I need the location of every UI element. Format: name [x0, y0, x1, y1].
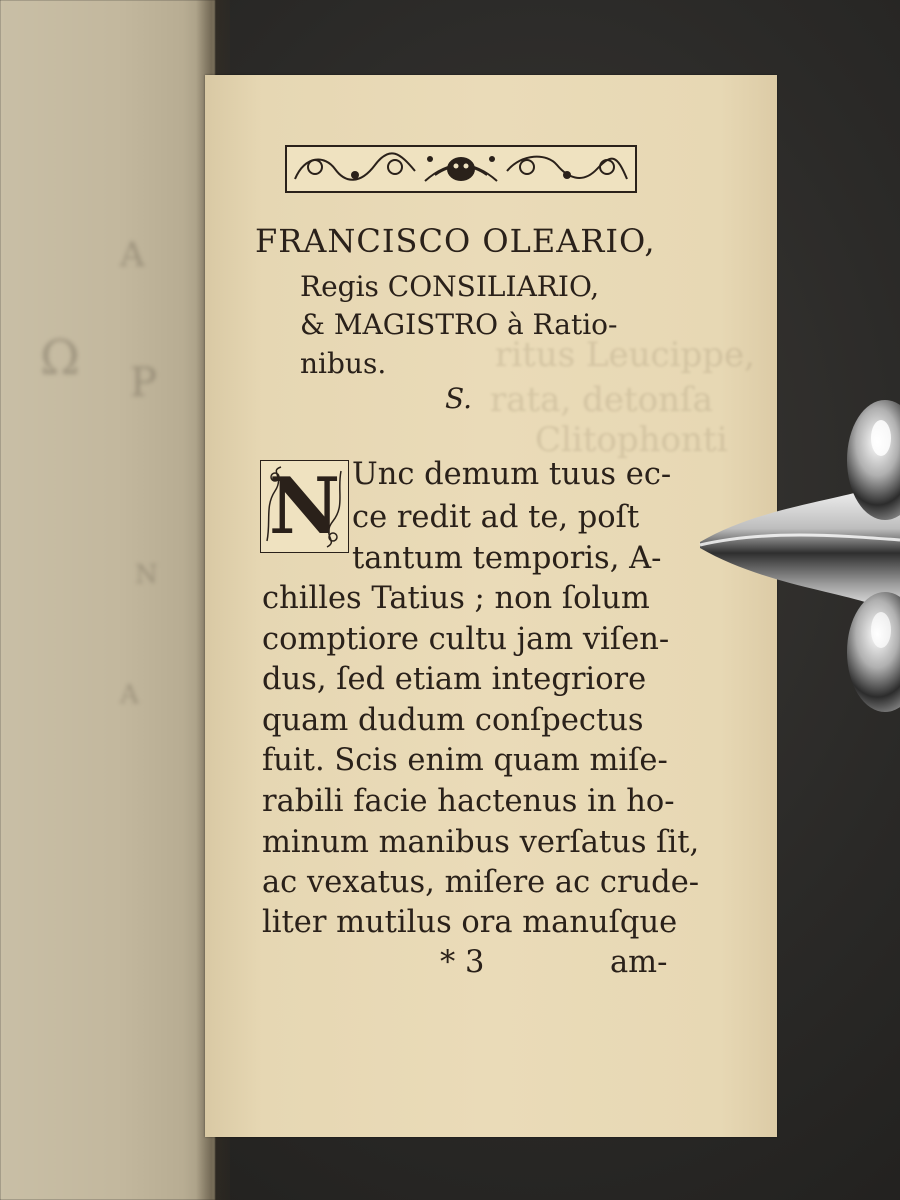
show-through-text: ritus Leucippe,: [495, 335, 755, 375]
book-page: [205, 75, 777, 1137]
initial-letter: N: [268, 461, 341, 552]
body-line: tantum temporis, A-: [352, 541, 662, 576]
salutation: S.: [445, 382, 473, 415]
show-through-text: Clitophonti: [535, 420, 728, 460]
body-line: ac vexatus, miſere ac crude-: [262, 865, 700, 900]
show-through-text: rata, detonſa: [490, 380, 713, 420]
body-line: fuit. Scis enim quam miſe-: [262, 743, 668, 778]
body-line: comptiore cultu jam viſen-: [262, 622, 670, 657]
woodcut-headpiece-ornament: [285, 145, 637, 193]
decorated-initial: [260, 460, 349, 553]
silver-fleur-de-lis-weight: [695, 390, 900, 720]
body-line: Unc demum tuus ec-: [352, 457, 672, 492]
body-line: minum manibus verſatus ſit,: [262, 825, 700, 860]
dedication-subheading-line: nibus.: [300, 347, 387, 380]
dedication-heading: FRANCISCO OLEARIO,: [255, 222, 656, 260]
body-line: liter mutilus ora manuſque: [262, 905, 678, 940]
faded-text-mark: A: [120, 235, 145, 275]
left-facing-page: [0, 0, 215, 1200]
faded-text-mark: Ω: [40, 330, 80, 386]
body-line: chilles Tatius ; non ſolum: [262, 581, 650, 616]
faded-text-mark: N: [135, 560, 158, 590]
dedication-subheading-line: & MAGISTRO à Ratio-: [300, 308, 618, 341]
body-line: dus, ſed etiam integriore: [262, 662, 647, 697]
body-line: rabili facie hactenus in ho-: [262, 784, 675, 819]
body-line: ce redit ad te, poſt: [352, 500, 640, 535]
faded-text-mark: A: [120, 680, 139, 710]
body-line: quam dudum conſpectus: [262, 703, 644, 738]
dedication-subheading-line: Regis CONSILIARIO,: [300, 270, 600, 303]
catchword: am-: [610, 945, 668, 980]
signature-mark: * 3: [440, 945, 485, 980]
faded-text-mark: P: [130, 360, 157, 406]
